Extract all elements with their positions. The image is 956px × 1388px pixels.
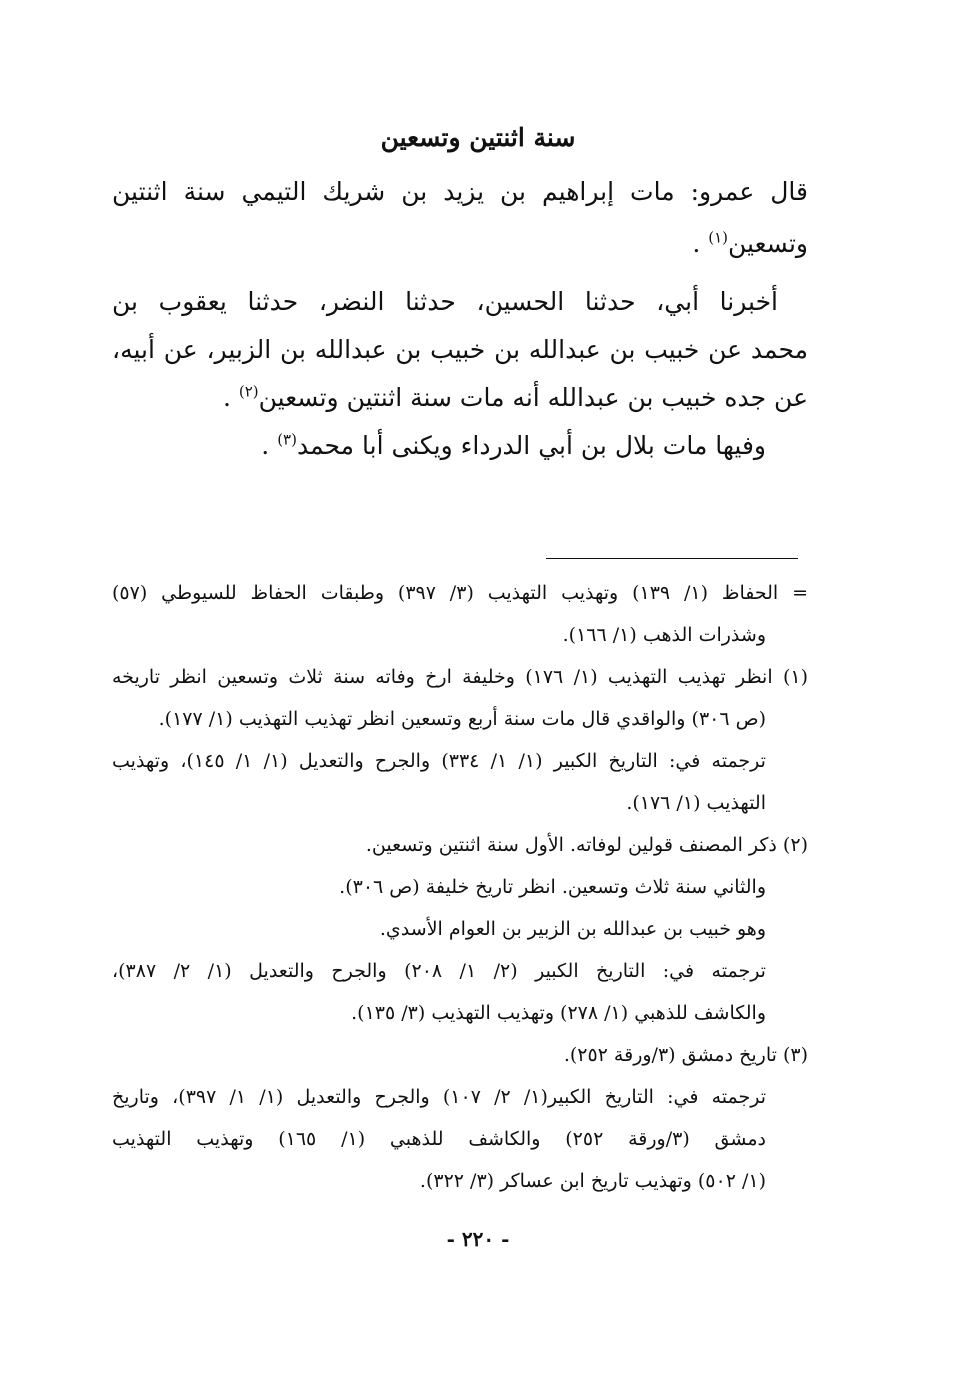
body-line-with-note: [223, 376, 808, 420]
footnote-line: وشذرات الذهب (١/ ١٦٦).: [562, 624, 766, 646]
body-line-text: وتسعين: [728, 229, 808, 258]
footnote-line: (٢) ذكر المصنف قولين لوفاته. الأول سنة اثنتين وتسعين.: [365, 834, 808, 856]
footnote-line: والثاني سنة ثلاث وتسعين. انظر تاريخ خليفة (ص ٣٠٦).: [339, 876, 766, 898]
body-line-with-note: [692, 222, 808, 266]
line-end-period: .: [261, 431, 270, 460]
footnote-ref-1: (١): [708, 228, 729, 247]
footnote-ref-3: (٣): [277, 430, 297, 449]
footnote-line: ترجمته في: التاريخ الكبير(١/ ٢/ ١٠٧) والجرح والتعديل (١/ ١/ ٣٩٧)، وتاريخ: [112, 1086, 766, 1108]
footnote-line: (ص ٣٠٦) والواقدي قال مات سنة أربع وتسعين انظر تهذيب التهذيب (١/ ١٧٧).: [158, 708, 766, 730]
footnote-line: (١) انظر تهذيب التهذيب (١/ ١٧٦) وخليفة ارخ وفاته سنة ثلاث وتسعين انظر تاريخه: [112, 666, 808, 688]
footnote-line: (٣) تاريخ دمشق (٣/ورقة ٢٥٢).: [563, 1044, 808, 1066]
footnote-line: وهو خبيب بن عبدالله بن الزبير بن العوام الأسدي.: [379, 918, 766, 940]
footnote-line: = الحفاظ (١/ ١٣٩) وتهذيب التهذيب (٣/ ٣٩٧) وطبقات الحفاظ للسيوطي (٥٧): [112, 582, 808, 604]
footnote-line: ترجمته في: التاريخ الكبير (١/ ١/ ٣٣٤) والجرح والتعديل (١/ ١/ ١٤٥)، وتهذيب: [112, 750, 766, 772]
line-end-period: .: [222, 383, 231, 412]
line-end-period: .: [692, 229, 701, 258]
footnote-line: (١/ ٥٠٢) وتهذيب تاريخ ابن عساكر (٣/ ٣٢٢).: [419, 1170, 766, 1192]
footnote-line: ترجمته في: التاريخ الكبير (٢/ ١/ ٢٠٨) والجرح والتعديل (١/ ٢/ ٣٨٧)،: [112, 960, 766, 982]
page-number: - ٢٢٠ -: [446, 1227, 510, 1251]
body-line-with-note: [261, 424, 766, 468]
body-line-text: عن جده خبيب بن عبدالله أنه مات سنة اثنتين وتسعين: [258, 383, 808, 412]
footnote-separator: [546, 558, 798, 559]
footnote-line: التهذيب (١/ ١٧٦).: [626, 792, 766, 814]
body-line-text: وفيها مات بلال بن أبي الدرداء ويكنى أبا محمد: [296, 431, 766, 460]
footnote-ref-2: (٢): [238, 382, 259, 401]
footnote-line: والكاشف للذهبي (١/ ٢٧٨) وتهذيب التهذيب (٣/ ١٣٥).: [351, 1002, 766, 1024]
footnote-line: دمشق (٣/ورقة ٢٥٢) والكاشف للذهبي (١/ ١٦٥) وتهذيب التهذيب: [112, 1128, 766, 1150]
body-line: محمد عن خبيب بن عبدالله بن خبيب بن عبدالله بن الزبير، عن أبيه،: [112, 335, 808, 364]
body-line: قال عمرو: مات إبراهيم بن يزيد بن شريك التيمي سنة اثنتين: [112, 177, 808, 206]
body-line: أخبرنا أبي، حدثنا الحسين، حدثنا النضر، حدثنا يعقوب بن: [112, 287, 778, 316]
section-heading: سنة اثنتين وتسعين: [380, 123, 576, 152]
